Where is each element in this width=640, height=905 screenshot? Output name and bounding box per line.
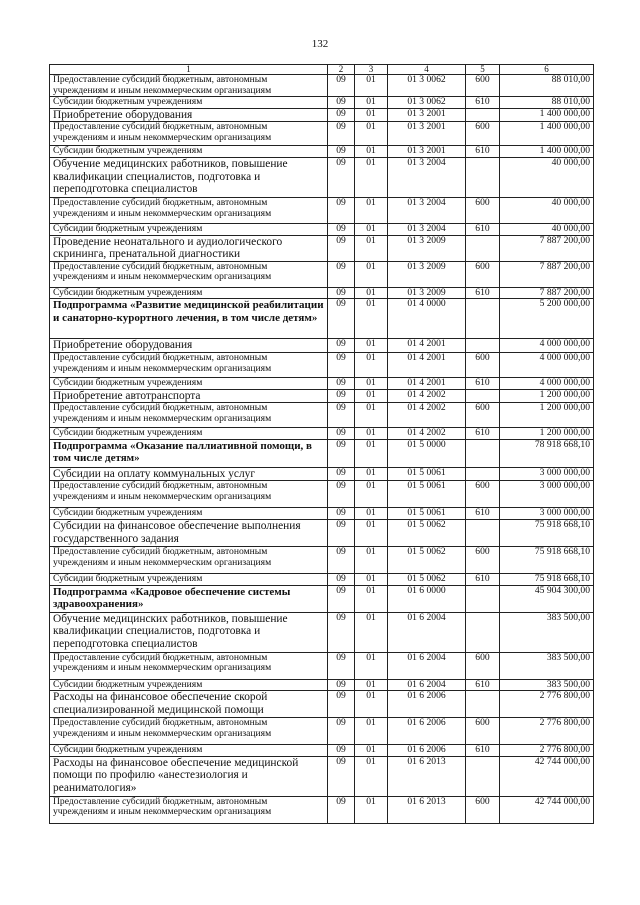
row-subsection: 01	[355, 122, 388, 146]
row-subsection: 01	[355, 467, 388, 481]
table-row	[50, 612, 594, 652]
row-target-article: 01 5 0061	[388, 508, 466, 520]
row-expense-type: 610	[466, 377, 500, 389]
row-amount: 2 776 800,00	[500, 718, 594, 745]
row-name: Предоставление субсидий бюджетным, автономным учреждениям и иным некоммерческим организациям	[50, 546, 328, 573]
row-expense-type	[466, 467, 500, 481]
row-expense-type: 600	[466, 718, 500, 745]
row-target-article: 01 4 2002	[388, 428, 466, 440]
row-expense-type: 610	[466, 745, 500, 757]
row-target-article: 01 4 2001	[388, 339, 466, 353]
row-section: 09	[328, 146, 355, 158]
row-name: Субсидии бюджетным учреждениям	[50, 223, 328, 235]
row-amount: 88 010,00	[500, 97, 594, 109]
row-section: 09	[328, 546, 355, 573]
row-section: 09	[328, 428, 355, 440]
row-section: 09	[328, 652, 355, 679]
row-section: 09	[328, 679, 355, 691]
row-target-article: 01 4 2002	[388, 389, 466, 403]
row-expense-type: 610	[466, 428, 500, 440]
row-expense-type	[466, 389, 500, 403]
row-amount: 40 000,00	[500, 157, 594, 197]
row-expense-type: 600	[466, 122, 500, 146]
row-expense-type	[466, 108, 500, 122]
row-amount: 40 000,00	[500, 197, 594, 223]
row-amount: 7 887 200,00	[500, 235, 594, 261]
row-subsection: 01	[355, 612, 388, 652]
row-expense-type	[466, 585, 500, 612]
row-target-article: 01 6 2004	[388, 652, 466, 679]
row-expense-type: 600	[466, 546, 500, 573]
row-name: Субсидии бюджетным учреждениям	[50, 508, 328, 520]
table-row	[50, 157, 594, 197]
row-amount: 4 000 000,00	[500, 377, 594, 389]
row-expense-type	[466, 439, 500, 467]
row-section: 09	[328, 339, 355, 353]
table-row	[50, 508, 594, 520]
row-name: Обучение медицинских работников, повышение квалификации специалистов, подготовка и переподготовка специалистов	[50, 157, 328, 197]
row-expense-type	[466, 691, 500, 718]
row-amount: 2 776 800,00	[500, 745, 594, 757]
table-row	[50, 339, 594, 353]
row-expense-type: 610	[466, 573, 500, 585]
row-name: Приобретение оборудования	[50, 108, 328, 122]
table-row	[50, 481, 594, 508]
column-header: 3	[355, 65, 388, 75]
row-subsection: 01	[355, 745, 388, 757]
row-section: 09	[328, 261, 355, 287]
row-amount: 383 500,00	[500, 679, 594, 691]
row-subsection: 01	[355, 508, 388, 520]
row-expense-type: 600	[466, 481, 500, 508]
row-target-article: 01 6 2006	[388, 745, 466, 757]
row-section: 09	[328, 745, 355, 757]
row-section: 09	[328, 352, 355, 377]
row-name: Предоставление субсидий бюджетным, автономным учреждениям и иным некоммерческим организациям	[50, 718, 328, 745]
row-target-article: 01 3 2004	[388, 157, 466, 197]
row-target-article: 01 5 0000	[388, 439, 466, 467]
row-target-article: 01 3 0062	[388, 97, 466, 109]
row-amount: 1 200 000,00	[500, 389, 594, 403]
row-target-article: 01 3 2004	[388, 197, 466, 223]
row-subsection: 01	[355, 299, 388, 339]
row-name: Предоставление субсидий бюджетным, автономным учреждениям и иным некоммерческим организациям	[50, 481, 328, 508]
row-subsection: 01	[355, 235, 388, 261]
table-row	[50, 756, 594, 796]
row-name: Подпрограмма «Оказание паллиативной помощи, в том числе детям»	[50, 439, 328, 467]
row-section: 09	[328, 796, 355, 823]
row-name: Подпрограмма «Кадровое обеспечение системы здравоохранения»	[50, 585, 328, 612]
row-subsection: 01	[355, 197, 388, 223]
row-subsection: 01	[355, 585, 388, 612]
row-target-article: 01 6 2006	[388, 718, 466, 745]
row-target-article: 01 5 0062	[388, 546, 466, 573]
row-amount: 42 744 000,00	[500, 796, 594, 823]
row-subsection: 01	[355, 352, 388, 377]
table-row	[50, 352, 594, 377]
row-target-article: 01 5 0062	[388, 573, 466, 585]
row-amount: 4 000 000,00	[500, 352, 594, 377]
row-subsection: 01	[355, 223, 388, 235]
table-row	[50, 287, 594, 299]
table-row	[50, 223, 594, 235]
row-amount: 42 744 000,00	[500, 756, 594, 796]
row-section: 09	[328, 75, 355, 97]
row-subsection: 01	[355, 146, 388, 158]
row-expense-type: 600	[466, 75, 500, 97]
row-subsection: 01	[355, 546, 388, 573]
row-target-article: 01 6 2006	[388, 691, 466, 718]
table-row	[50, 403, 594, 428]
row-subsection: 01	[355, 573, 388, 585]
row-expense-type: 610	[466, 287, 500, 299]
row-amount: 88 010,00	[500, 75, 594, 97]
table-row	[50, 197, 594, 223]
row-amount: 2 776 800,00	[500, 691, 594, 718]
row-section: 09	[328, 573, 355, 585]
row-subsection: 01	[355, 75, 388, 97]
table-row	[50, 235, 594, 261]
table-row	[50, 97, 594, 109]
row-name: Субсидии бюджетным учреждениям	[50, 573, 328, 585]
row-amount: 45 904 300,00	[500, 585, 594, 612]
row-section: 09	[328, 389, 355, 403]
row-subsection: 01	[355, 97, 388, 109]
row-expense-type: 610	[466, 508, 500, 520]
row-subsection: 01	[355, 389, 388, 403]
row-subsection: 01	[355, 403, 388, 428]
row-amount: 78 918 668,10	[500, 439, 594, 467]
row-section: 09	[328, 197, 355, 223]
row-expense-type: 610	[466, 679, 500, 691]
row-target-article: 01 4 0000	[388, 299, 466, 339]
row-amount: 5 200 000,00	[500, 299, 594, 339]
row-target-article: 01 6 2013	[388, 796, 466, 823]
row-expense-type	[466, 235, 500, 261]
row-name: Проведение неонатального и аудиологического скрининга, пренатальной диагностики	[50, 235, 328, 261]
row-expense-type: 600	[466, 403, 500, 428]
row-subsection: 01	[355, 108, 388, 122]
row-section: 09	[328, 467, 355, 481]
row-section: 09	[328, 235, 355, 261]
row-subsection: 01	[355, 377, 388, 389]
row-target-article: 01 3 2009	[388, 261, 466, 287]
table-row	[50, 428, 594, 440]
row-subsection: 01	[355, 796, 388, 823]
column-header: 5	[466, 65, 500, 75]
row-subsection: 01	[355, 428, 388, 440]
row-target-article: 01 3 0062	[388, 75, 466, 97]
row-section: 09	[328, 299, 355, 339]
row-expense-type: 600	[466, 652, 500, 679]
row-target-article: 01 6 2004	[388, 679, 466, 691]
row-amount: 75 918 668,10	[500, 519, 594, 546]
row-section: 09	[328, 287, 355, 299]
row-expense-type: 600	[466, 796, 500, 823]
row-section: 09	[328, 157, 355, 197]
table-row	[50, 679, 594, 691]
row-name: Предоставление субсидий бюджетным, автономным учреждениям и иным некоммерческим организациям	[50, 261, 328, 287]
row-name: Предоставление субсидий бюджетным, автономным учреждениям и иным некоммерческим организациям	[50, 352, 328, 377]
row-expense-type: 600	[466, 352, 500, 377]
row-target-article: 01 3 2009	[388, 235, 466, 261]
row-name: Предоставление субсидий бюджетным, автономным учреждениям и иным некоммерческим организациям	[50, 652, 328, 679]
row-section: 09	[328, 108, 355, 122]
table-row	[50, 745, 594, 757]
row-amount: 1 400 000,00	[500, 122, 594, 146]
row-amount: 1 200 000,00	[500, 403, 594, 428]
table-row	[50, 377, 594, 389]
table-row	[50, 146, 594, 158]
row-name: Субсидии бюджетным учреждениям	[50, 146, 328, 158]
row-amount: 3 000 000,00	[500, 467, 594, 481]
row-expense-type: 600	[466, 261, 500, 287]
row-expense-type: 610	[466, 97, 500, 109]
row-section: 09	[328, 481, 355, 508]
row-section: 09	[328, 612, 355, 652]
row-expense-type	[466, 519, 500, 546]
row-amount: 1 400 000,00	[500, 146, 594, 158]
row-amount: 383 500,00	[500, 652, 594, 679]
row-subsection: 01	[355, 691, 388, 718]
row-subsection: 01	[355, 652, 388, 679]
row-subsection: 01	[355, 157, 388, 197]
row-section: 09	[328, 122, 355, 146]
row-expense-type	[466, 612, 500, 652]
row-subsection: 01	[355, 287, 388, 299]
row-name: Обучение медицинских работников, повышение квалификации специалистов, подготовка и переподготовка специалистов	[50, 612, 328, 652]
table-row	[50, 122, 594, 146]
row-section: 09	[328, 718, 355, 745]
row-target-article: 01 6 0000	[388, 585, 466, 612]
table-row	[50, 652, 594, 679]
row-expense-type: 610	[466, 223, 500, 235]
table-row	[50, 796, 594, 823]
row-name: Предоставление субсидий бюджетным, автономным учреждениям и иным некоммерческим организациям	[50, 403, 328, 428]
row-name: Предоставление субсидий бюджетным, автономным учреждениям и иным некоммерческим организациям	[50, 796, 328, 823]
row-name: Субсидии бюджетным учреждениям	[50, 679, 328, 691]
table-row	[50, 108, 594, 122]
row-amount: 75 918 668,10	[500, 546, 594, 573]
table-row	[50, 439, 594, 467]
row-target-article: 01 5 0061	[388, 481, 466, 508]
row-subsection: 01	[355, 339, 388, 353]
row-subsection: 01	[355, 718, 388, 745]
table-row	[50, 546, 594, 573]
row-target-article: 01 6 2013	[388, 756, 466, 796]
table-row	[50, 718, 594, 745]
row-expense-type	[466, 339, 500, 353]
row-name: Приобретение оборудования	[50, 339, 328, 353]
table-row	[50, 519, 594, 546]
row-name: Субсидии на оплату коммунальных услуг	[50, 467, 328, 481]
row-section: 09	[328, 223, 355, 235]
row-subsection: 01	[355, 261, 388, 287]
row-name: Субсидии бюджетным учреждениям	[50, 428, 328, 440]
row-name: Субсидии на финансовое обеспечение выполнения государственного задания	[50, 519, 328, 546]
row-name: Расходы на финансовое обеспечение скорой специализированной медицинской помощи	[50, 691, 328, 718]
row-subsection: 01	[355, 481, 388, 508]
row-name: Предоставление субсидий бюджетным, автономным учреждениям и иным некоммерческим организациям	[50, 122, 328, 146]
row-section: 09	[328, 585, 355, 612]
row-subsection: 01	[355, 519, 388, 546]
row-expense-type	[466, 299, 500, 339]
row-target-article: 01 6 2004	[388, 612, 466, 652]
row-expense-type	[466, 157, 500, 197]
row-subsection: 01	[355, 756, 388, 796]
row-target-article: 01 3 2001	[388, 122, 466, 146]
row-target-article: 01 3 2001	[388, 108, 466, 122]
row-section: 09	[328, 377, 355, 389]
table-row	[50, 585, 594, 612]
row-name: Предоставление субсидий бюджетным, автономным учреждениям и иным некоммерческим организациям	[50, 75, 328, 97]
row-target-article: 01 4 2002	[388, 403, 466, 428]
row-target-article: 01 5 0062	[388, 519, 466, 546]
row-amount: 75 918 668,10	[500, 573, 594, 585]
row-target-article: 01 3 2004	[388, 223, 466, 235]
row-name: Подпрограмма «Развитие медицинской реабилитации и санаторно-курортного лечения, в том числе детям»	[50, 299, 328, 339]
row-section: 09	[328, 439, 355, 467]
table-row	[50, 299, 594, 339]
row-section: 09	[328, 691, 355, 718]
column-number-row	[50, 65, 594, 75]
row-section: 09	[328, 97, 355, 109]
row-target-article: 01 4 2001	[388, 352, 466, 377]
row-target-article: 01 3 2001	[388, 146, 466, 158]
row-expense-type: 610	[466, 146, 500, 158]
row-amount: 40 000,00	[500, 223, 594, 235]
row-target-article: 01 3 2009	[388, 287, 466, 299]
row-subsection: 01	[355, 679, 388, 691]
row-expense-type: 600	[466, 197, 500, 223]
row-amount: 1 200 000,00	[500, 428, 594, 440]
table-row	[50, 389, 594, 403]
row-name: Субсидии бюджетным учреждениям	[50, 377, 328, 389]
row-amount: 7 887 200,00	[500, 287, 594, 299]
table-row	[50, 261, 594, 287]
page-number: 132	[311, 38, 329, 50]
column-header: 2	[328, 65, 355, 75]
table-row	[50, 75, 594, 97]
row-target-article: 01 4 2001	[388, 377, 466, 389]
row-amount: 3 000 000,00	[500, 481, 594, 508]
table-row	[50, 573, 594, 585]
column-header: 6	[500, 65, 594, 75]
row-amount: 7 887 200,00	[500, 261, 594, 287]
table-row	[50, 467, 594, 481]
row-section: 09	[328, 403, 355, 428]
row-section: 09	[328, 508, 355, 520]
row-name: Расходы на финансовое обеспечение медицинской помощи по профилю «анестезиология и реаниматология»	[50, 756, 328, 796]
row-target-article: 01 5 0061	[388, 467, 466, 481]
table-row	[50, 691, 594, 718]
row-name: Субсидии бюджетным учреждениям	[50, 745, 328, 757]
row-name: Субсидии бюджетным учреждениям	[50, 287, 328, 299]
budget-table	[49, 64, 594, 824]
row-subsection: 01	[355, 439, 388, 467]
row-amount: 383 500,00	[500, 612, 594, 652]
row-name: Предоставление субсидий бюджетным, автономным учреждениям и иным некоммерческим организациям	[50, 197, 328, 223]
row-amount: 1 400 000,00	[500, 108, 594, 122]
row-amount: 3 000 000,00	[500, 508, 594, 520]
row-section: 09	[328, 519, 355, 546]
row-name: Приобретение автотранспорта	[50, 389, 328, 403]
column-header: 1	[50, 65, 328, 75]
row-amount: 4 000 000,00	[500, 339, 594, 353]
column-header: 4	[388, 65, 466, 75]
row-expense-type	[466, 756, 500, 796]
row-name: Субсидии бюджетным учреждениям	[50, 97, 328, 109]
row-section: 09	[328, 756, 355, 796]
